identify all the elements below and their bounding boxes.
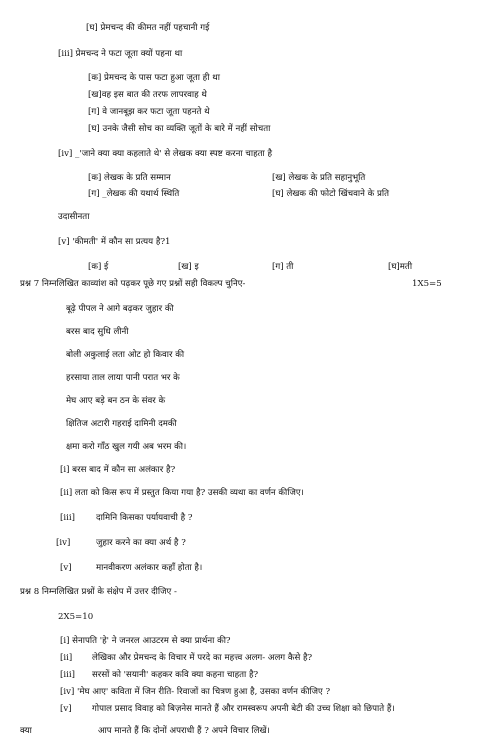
question-8-marks: 2X5=10 [58, 612, 94, 622]
poem-line: क्षितिज अटारी गहराई दामिनी दमकी [66, 419, 177, 429]
short-question: [i] सेनापति 'हे' ने जनरल आउटरम से क्या प्रार्थना की? [60, 636, 231, 646]
option-ka-2: [क] लेखक के प्रति सम्मान [88, 173, 171, 183]
short-question: लेखिका और प्रेमचन्द के विचार में परदे का महत्त्व अलग- अलग कैसे है? [92, 653, 313, 663]
short-question-continuation: आप मानते हैं कि दोनों अपराधी हैं ? अपने विचार लिखें। [98, 726, 270, 736]
option-ga-3: [ग] ती [272, 262, 294, 272]
short-question-number: [iii] [60, 670, 75, 680]
option-gha-4: [घ]मती [388, 262, 413, 272]
question-7-heading: प्रश्न 7 निम्नलिखित काव्यांश को पढ़कर पूछे गए प्रश्नों सही विकल्प चुनिए- [20, 279, 246, 289]
option-kha-3: [ख] इ [178, 262, 199, 272]
question-iii: [iii] प्रेमचन्द ने फटा जूता क्यों पहना था [58, 49, 183, 59]
poem-question: जुहार करने का क्या अर्थ है ? [96, 538, 186, 548]
option-gha: [घ] प्रेमचन्द की कीमत नहीं पहचानी गई [86, 23, 210, 33]
question-8-heading: प्रश्न 8 निम्नलिखित प्रश्नों के संक्षेप में उत्तर दीजिए - [20, 587, 177, 597]
poem-line: हरसाया ताल लाया पानी परात भर के [66, 373, 180, 383]
poem-question-number: [v] [60, 563, 72, 573]
poem-line: मेघ आए बड़े बन ठन के संवर के [66, 396, 166, 406]
option-kha: [ख]वह इस बात की तरफ लापरवाह थे [88, 90, 207, 100]
question-v: [v] 'कीमती' में कौन सा प्रत्यय है?1 [58, 237, 171, 247]
option-ka: [क] प्रेमचन्द के पास फटा हुआ जूता ही था [88, 73, 220, 83]
short-question-number: [v] [60, 704, 72, 714]
question-7-marks: 1X5=5 [412, 279, 442, 289]
option-continuation: उदासीनता [58, 212, 90, 222]
short-question-continuation: क्या [20, 726, 32, 736]
short-question: गोपाल प्रसाद विवाह को बिज़नेस मानते हैं और रामस्वरूप अपनी बेटी की उच्च शिक्षा को छिपाते हैं। [92, 704, 395, 714]
short-question: सरसों को 'सयानी' कहकर कवि क्या कहना चाहता है? [92, 670, 259, 680]
poem-line: बूढ़े पीपल ने आगे बढ़कर जुहार की [66, 304, 174, 314]
option-ga-2: [ग] _लेखक की यथार्थ स्थिति [88, 189, 180, 199]
option-ka-3: [क] ई [88, 262, 109, 272]
option-gha-2: [घ] उनके जैसी सोच का व्यक्ति जूतों के बारे में नहीं सोचता [88, 124, 271, 134]
poem-question: [i] बरस बाद में कौन सा अलंकार है? [60, 465, 176, 475]
poem-line: क्षमा करो गाँठ खुल गयी अब भरम की। [66, 442, 187, 452]
poem-question-number: [iii] [60, 513, 75, 523]
poem-line: बरस बाद सुधि लीनी [66, 327, 129, 337]
option-kha-2: [ख] लेखक के प्रति सहानुभूति [272, 173, 366, 183]
poem-question: मानवीकरण अलंकार कहाँ होता है। [96, 563, 203, 573]
question-iv: [iv] _'जाने क्या क्या कहलाते थे' से लेखक क्या स्पष्ट करना चाहता है [58, 149, 273, 159]
option-ga: [ग] वे जानबूझ कर फटा जूता पहनते थे [88, 107, 210, 117]
short-question: [iv] 'मेघ आए' कविता में जिन रीति- रिवाजों का चित्रण हुआ है, उसका वर्णन कीजिए ? [60, 687, 331, 697]
poem-question: [ii] लता को किस रूप में प्रस्तुत किया गया है? उसकी व्यथा का वर्णन कीजिए। [60, 488, 304, 498]
poem-line: बोली अकुलाई लता ओट हो किवार की [66, 350, 185, 360]
poem-question-number: [iv] [56, 538, 71, 548]
poem-question: दामिनि किसका पर्यायवाची है ? [96, 513, 193, 523]
short-question-number: [ii] [60, 653, 73, 663]
option-gha-3: [घ] लेखक की फोटो खिंचवाने के प्रति [272, 189, 389, 199]
